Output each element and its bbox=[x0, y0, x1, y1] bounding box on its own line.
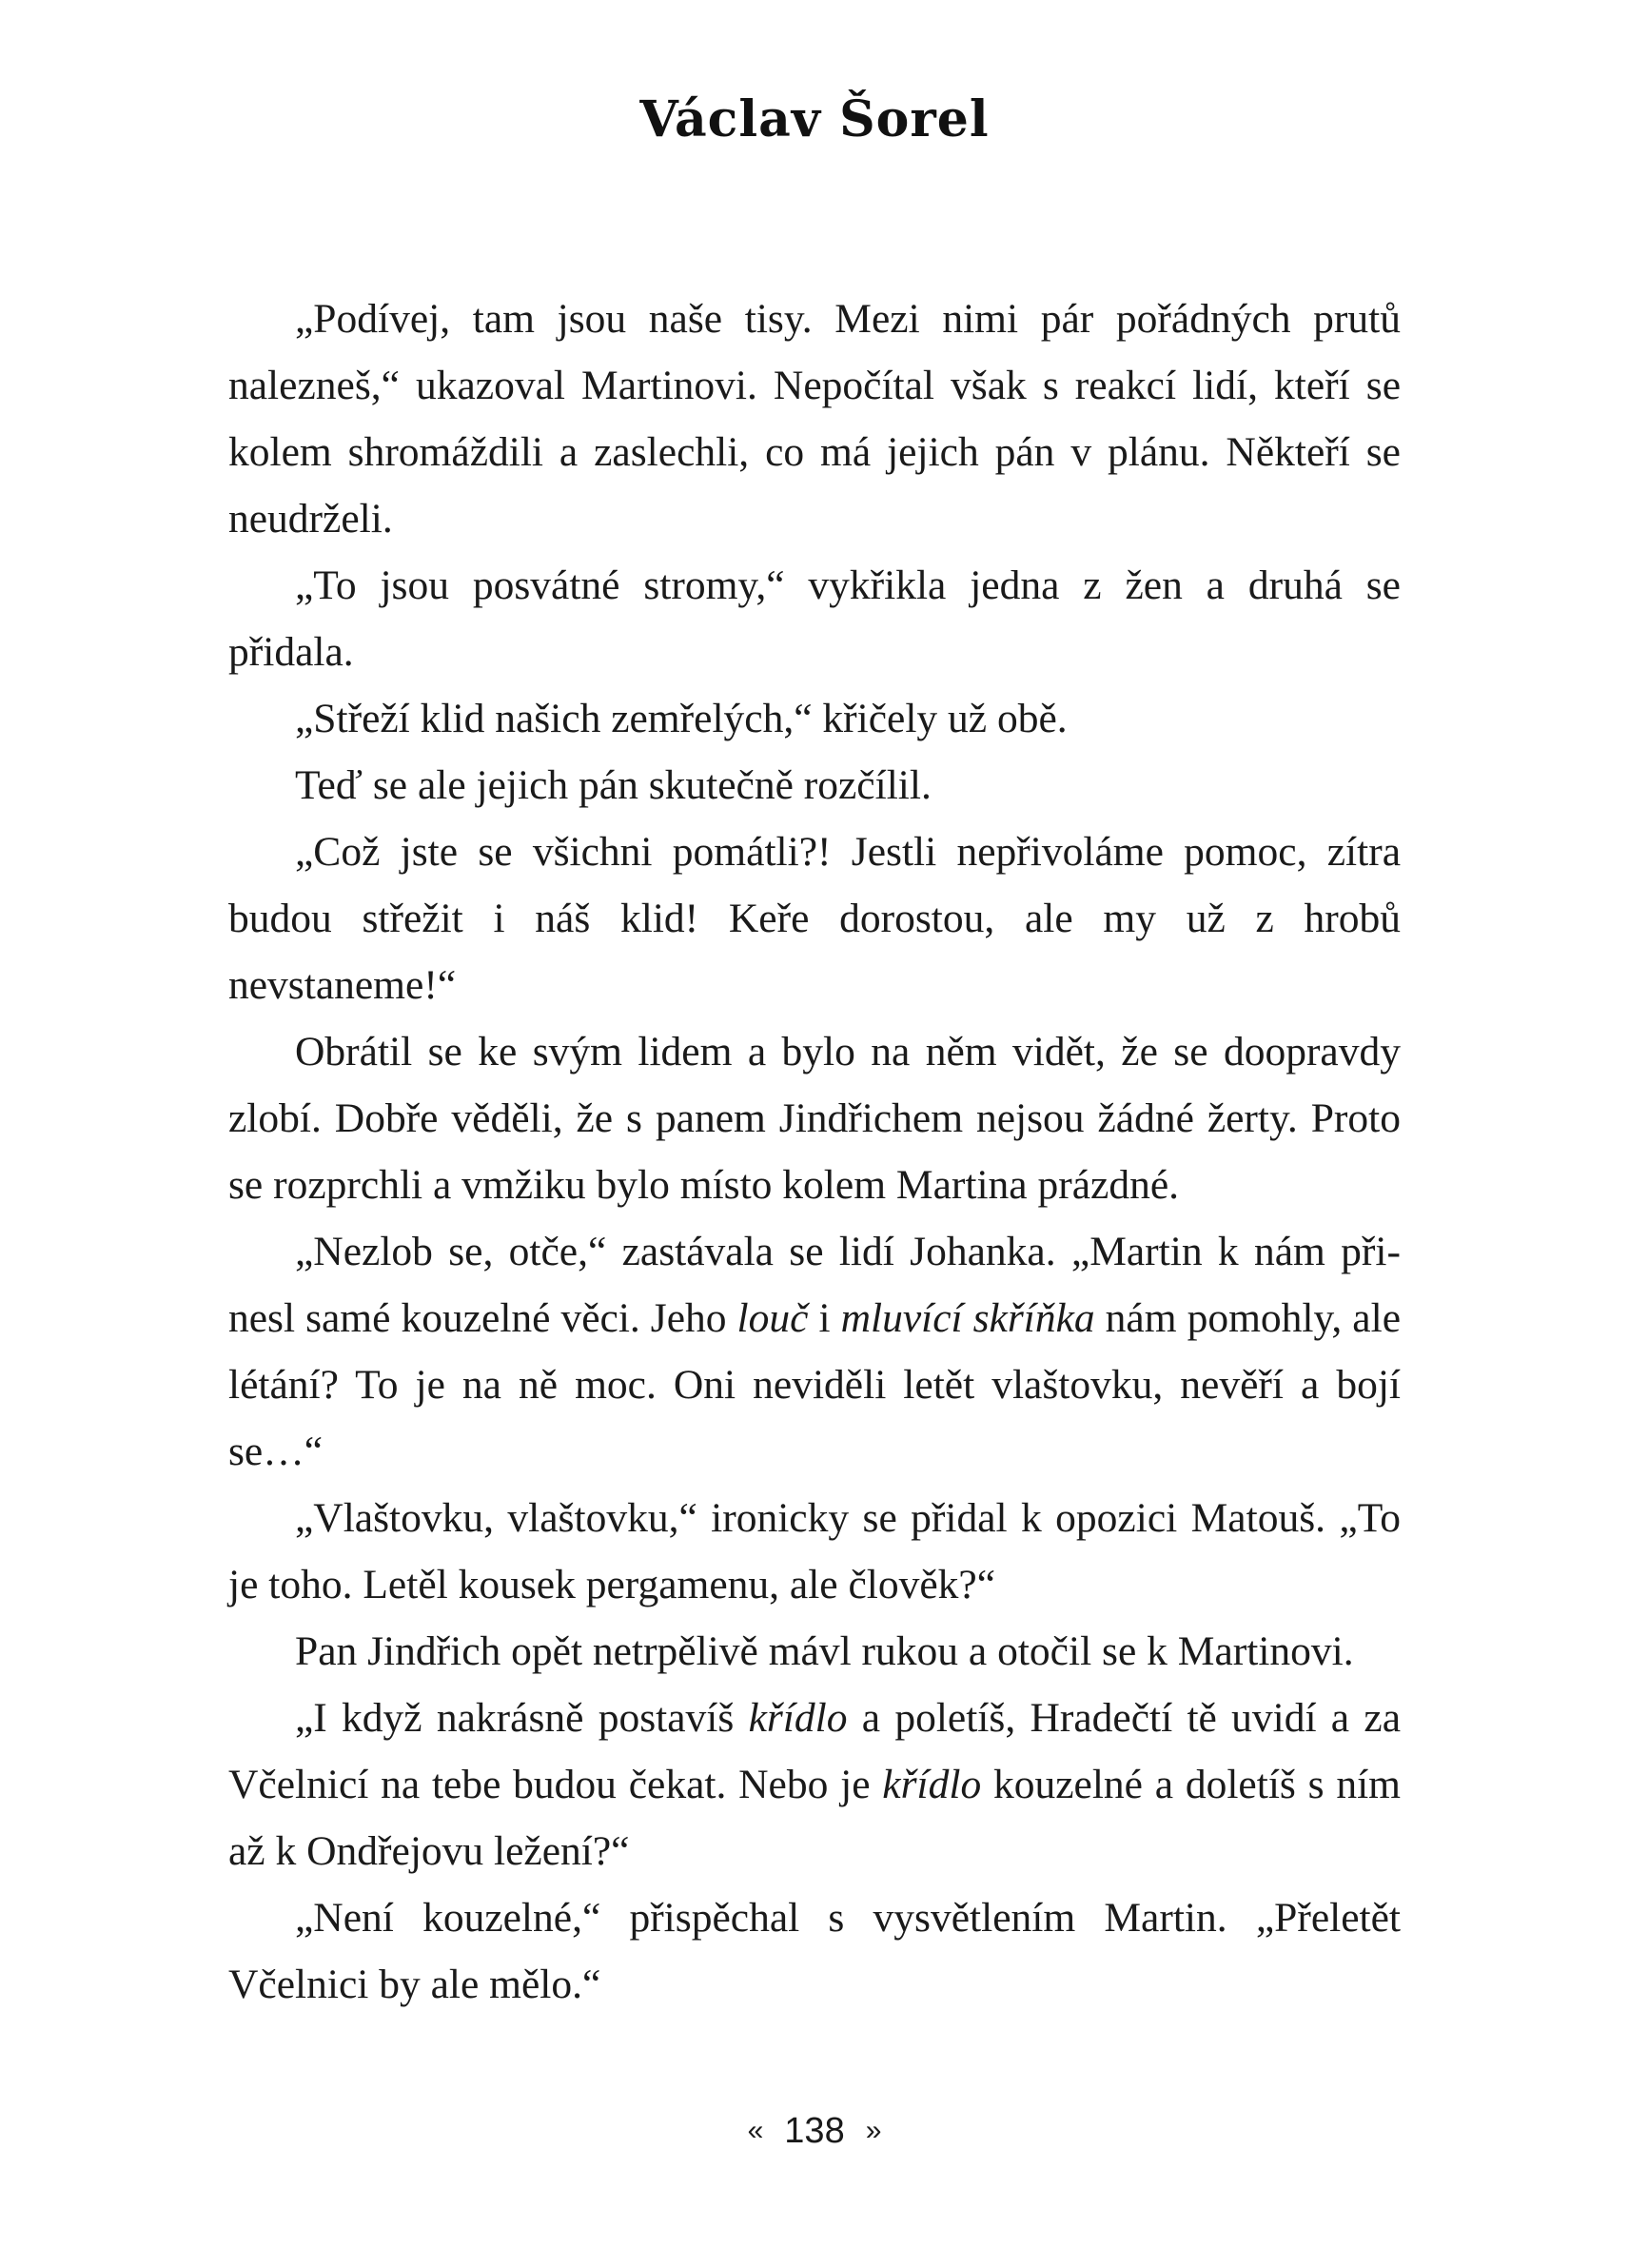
paragraph-5: „Což jste se všichni pomátli?! Jestli nepřivoláme pomoc, zítra budou střežit i náš klid! Keře dorostou, ale my už z hrobů nevstaneme!“ bbox=[228, 829, 1401, 1008]
italic-term: louč bbox=[736, 1295, 809, 1341]
folio-open-mark: « bbox=[747, 2115, 764, 2146]
italic-term: křídlo bbox=[882, 1762, 982, 1807]
paragraph-1: „Podívej, tam jsou naše tisy. Mezi nimi pár pořádných prutů nalezneš,“ ukazoval Martinovi. Nepočítal však s reakcí lidí, kteří se kolem shromáždili a zaslechli, co má jejich pán v plánu. Někteří se neudrželi. bbox=[228, 296, 1401, 542]
paragraph-6: Obrátil se ke svým lidem a bylo na něm vidět, že se doopravdy zlobí. Dobře věděli, že s panem Jindřichem nejsou žádné žerty. Proto se rozprchli a vmžiku bylo místo kolem Martina prázdné. bbox=[228, 1029, 1401, 1208]
paragraph-7: „Nezlob se, otče,“ zastávala se lidí Johanka. „Martin k nám přinesl samé kouzelné věci. Jeho louč i mluvící skříňka nám pomohly, ale létání? To je na ně moc. Oni neviděli letět vlaštovku, nevěří a bojí se…“ bbox=[228, 1229, 1401, 1474]
paragraph-11: „Není kouzelné,“ přispěchal s vysvětlením Martin. „Přeletět Včelnici by ale mělo.“ bbox=[228, 1895, 1401, 2007]
paragraph-2: „To jsou posvátné stromy,“ vykřikla jedna z žen a druhá se přidala. bbox=[228, 562, 1401, 675]
running-head-author: Václav Šorel bbox=[639, 90, 990, 148]
paragraph-8: „Vlaštovku, vlaštovku,“ ironicky se přidal k opozici Matouš. „To je toho. Letěl kousek pergamenu, ale člověk?“ bbox=[228, 1495, 1401, 1607]
page-number-value: 138 bbox=[784, 2111, 845, 2151]
paragraph-4: Teď se ale jejich pán skutečně rozčílil. bbox=[295, 762, 932, 808]
page-number bbox=[0, 2111, 1629, 2152]
body-text bbox=[228, 286, 1401, 2018]
paragraph-10: „I když nakrásně postavíš křídlo a poletíš, Hradečtí tě uvidí a za Včelnicí na tebe budou čekat. Nebo je křídlo kouzelné a doletíš s ním až k Ondřejovu ležení?“ bbox=[228, 1695, 1401, 1874]
italic-term: mluvící skříňka bbox=[840, 1295, 1095, 1341]
paragraph-3: „Střeží klid našich zemřelých,“ křičely už obě. bbox=[295, 696, 1068, 741]
italic-term: křídlo bbox=[748, 1695, 848, 1741]
folio-close-mark: » bbox=[865, 2115, 882, 2146]
paragraph-9: Pan Jindřich opět netrpělivě mávl rukou a otočil se k Martinovi. bbox=[295, 1628, 1354, 1674]
